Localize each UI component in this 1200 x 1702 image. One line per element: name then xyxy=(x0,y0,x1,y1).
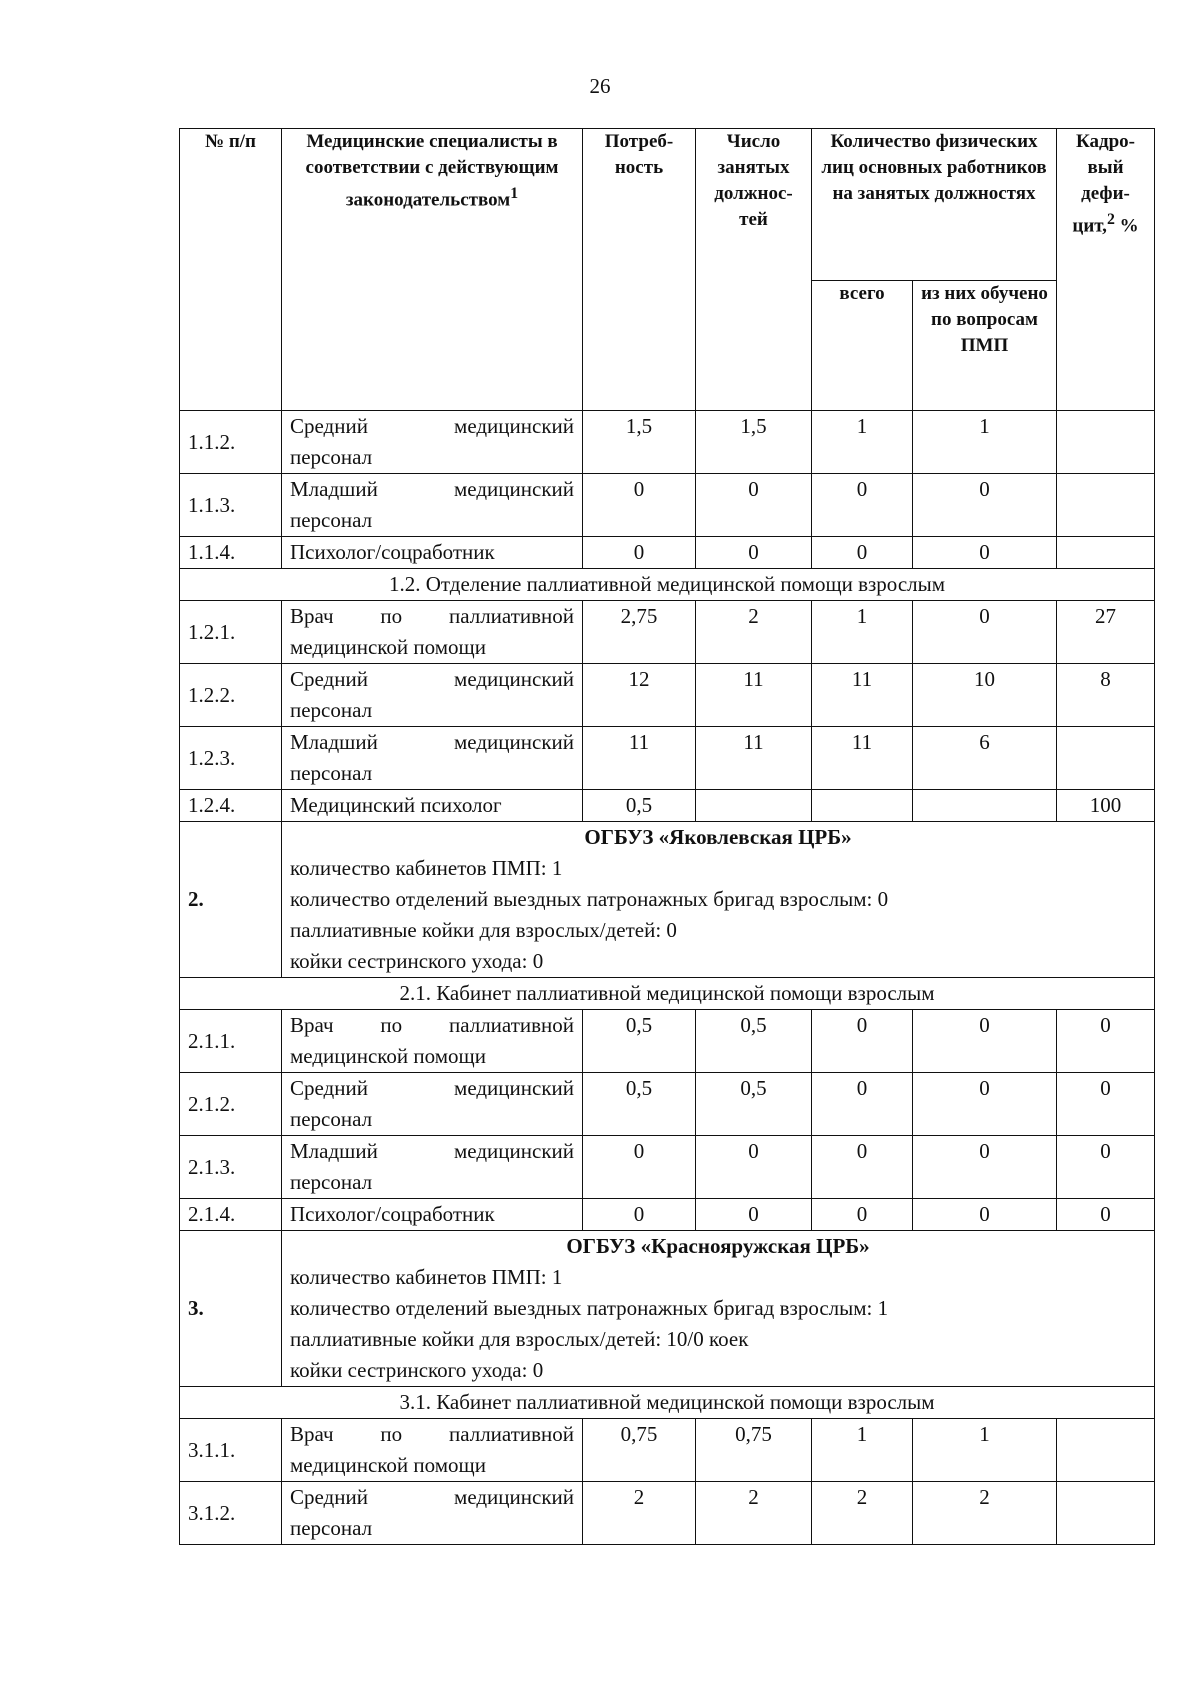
row-total: 1 xyxy=(812,411,913,474)
row-need: 0,75 xyxy=(583,1419,696,1482)
row-total: 0 xyxy=(812,537,913,569)
row-trained: 0 xyxy=(913,474,1057,537)
org-krasnoyaruzhskaya-num: 3. xyxy=(180,1231,282,1387)
row-num: 3.1.2. xyxy=(180,1482,282,1545)
org-krasnoyaruzhskaya-line: количество кабинетов ПМП: 1 xyxy=(290,1265,563,1289)
row-num: 3.1.1. xyxy=(180,1419,282,1482)
row-trained: 2 xyxy=(913,1482,1057,1545)
specialist-line-1: Младший медицинский xyxy=(290,477,574,501)
specialist-line-2: персонал xyxy=(290,445,373,469)
row-need: 2 xyxy=(583,1482,696,1545)
org-yakovlevskaya-title: ОГБУЗ «Яковлевская ЦРБ» xyxy=(584,825,852,849)
header-deficit: Кадро-вый дефи-цит,$^2$ % xyxy=(1057,129,1155,411)
row-deficit: 27 xyxy=(1057,601,1155,664)
table-row xyxy=(180,727,1155,790)
row-num: 1.2.3. xyxy=(180,727,282,790)
row-specialist xyxy=(282,727,583,790)
header-occupied: Число занятых должнос-тей xyxy=(696,129,812,411)
row-num: 1.2.2. xyxy=(180,664,282,727)
row-specialist xyxy=(282,537,583,569)
specialist-line-1: Младший медицинский xyxy=(290,730,574,754)
row-num: 1.1.2. xyxy=(180,411,282,474)
row-trained: 1 xyxy=(913,1419,1057,1482)
row-num: 1.1.4. xyxy=(180,537,282,569)
row-trained: 0 xyxy=(913,1073,1057,1136)
org-krasnoyaruzhskaya-line: койки сестринского ухода: 0 xyxy=(290,1358,544,1382)
specialist-line-1: Врач по паллиативной xyxy=(290,1422,574,1446)
specialist-line-2: медицинской помощи xyxy=(290,1453,486,1477)
row-num: 2.1.2. xyxy=(180,1073,282,1136)
row-num: 2.1.3. xyxy=(180,1136,282,1199)
org-yakovlevskaya-line: койки сестринского ухода: 0 xyxy=(290,949,544,973)
specialist-line-2: медицинской помощи xyxy=(290,635,486,659)
row-trained: 0 xyxy=(913,537,1057,569)
org-yakovlevskaya-line: паллиативные койки для взрослых/детей: 0 xyxy=(290,918,677,942)
row-total: 0 xyxy=(812,1136,913,1199)
header-num: № п/п xyxy=(180,129,282,411)
header-persons: Количество физических лиц основных работников на занятых должностях xyxy=(812,129,1057,281)
row-total xyxy=(812,790,913,822)
row-need: 2,75 xyxy=(583,601,696,664)
org-krasnoyaruzhskaya-info xyxy=(282,1231,1155,1387)
row-specialist xyxy=(282,790,583,822)
row-occupied: 0,5 xyxy=(696,1010,812,1073)
row-specialist xyxy=(282,664,583,727)
row-need: 0 xyxy=(583,1199,696,1231)
row-need: 0,5 xyxy=(583,1010,696,1073)
row-total: 2 xyxy=(812,1482,913,1545)
footnote-2: 2 xyxy=(1106,211,1115,228)
table-row xyxy=(180,1136,1155,1199)
row-specialist xyxy=(282,1073,583,1136)
specialist-line-1: Психолог/соцработник xyxy=(290,540,495,564)
org-yakovlevskaya xyxy=(180,822,1155,978)
row-num: 1.2.1. xyxy=(180,601,282,664)
row-occupied: 1,5 xyxy=(696,411,812,474)
org-yakovlevskaya-num: 2. xyxy=(180,822,282,978)
table-row xyxy=(180,601,1155,664)
row-num: 2.1.1. xyxy=(180,1010,282,1073)
specialist-line-1: Врач по паллиативной xyxy=(290,1013,574,1037)
specialist-line-2: персонал xyxy=(290,1170,373,1194)
row-occupied: 11 xyxy=(696,664,812,727)
row-specialist xyxy=(282,1482,583,1545)
org-yakovlevskaya-line: количество кабинетов ПМП: 1 xyxy=(290,856,563,880)
row-deficit xyxy=(1057,1482,1155,1545)
row-total: 0 xyxy=(812,1010,913,1073)
row-deficit: 0 xyxy=(1057,1136,1155,1199)
table-row xyxy=(180,1010,1155,1073)
header-trained: из них обучено по вопросам ПМП xyxy=(913,281,1057,411)
row-num: 1.1.3. xyxy=(180,474,282,537)
table-row xyxy=(180,1199,1155,1231)
specialist-line-2: персонал xyxy=(290,761,373,785)
specialist-line-1: Врач по паллиативной xyxy=(290,604,574,628)
specialist-line-2: персонал xyxy=(290,1107,373,1131)
row-trained: 6 xyxy=(913,727,1057,790)
row-specialist xyxy=(282,1010,583,1073)
row-total: 11 xyxy=(812,664,913,727)
row-occupied: 2 xyxy=(696,1482,812,1545)
org-yakovlevskaya-info xyxy=(282,822,1155,978)
row-need: 12 xyxy=(583,664,696,727)
row-total: 0 xyxy=(812,1073,913,1136)
row-total: 1 xyxy=(812,601,913,664)
specialist-line-1: Младший медицинский xyxy=(290,1139,574,1163)
row-total: 0 xyxy=(812,474,913,537)
row-deficit: 0 xyxy=(1057,1073,1155,1136)
row-occupied: 0,5 xyxy=(696,1073,812,1136)
row-need: 0 xyxy=(583,474,696,537)
row-deficit xyxy=(1057,727,1155,790)
row-occupied: 0 xyxy=(696,537,812,569)
row-deficit xyxy=(1057,1419,1155,1482)
row-need: 0,5 xyxy=(583,790,696,822)
row-deficit: 8 xyxy=(1057,664,1155,727)
footnote-1: 1 xyxy=(510,185,519,202)
specialist-line-2: персонал xyxy=(290,1516,373,1540)
org-yakovlevskaya-line: количество отделений выездных патронажных бригад взрослым: 0 xyxy=(290,887,889,911)
specialist-line-1: Средний медицинский xyxy=(290,667,574,691)
row-deficit: 0 xyxy=(1057,1199,1155,1231)
section-3-1 xyxy=(180,1387,1155,1419)
row-total: 11 xyxy=(812,727,913,790)
row-trained: 0 xyxy=(913,601,1057,664)
row-need: 1,5 xyxy=(583,411,696,474)
row-total: 1 xyxy=(812,1419,913,1482)
row-trained: 0 xyxy=(913,1136,1057,1199)
row-specialist xyxy=(282,1199,583,1231)
specialist-line-2: персонал xyxy=(290,508,373,532)
table-row xyxy=(180,411,1155,474)
header-specialists: Медицинские специалисты в соответствии с действующим законодательством$^1$ xyxy=(282,129,583,411)
row-deficit: 100 xyxy=(1057,790,1155,822)
row-occupied: 2 xyxy=(696,601,812,664)
specialist-line-1: Средний медицинский xyxy=(290,1485,574,1509)
section-2-1 xyxy=(180,978,1155,1010)
row-deficit xyxy=(1057,537,1155,569)
row-specialist xyxy=(282,474,583,537)
row-need: 11 xyxy=(583,727,696,790)
org-krasnoyaruzhskaya-line: количество отделений выездных патронажных бригад взрослым: 1 xyxy=(290,1296,889,1320)
table-row xyxy=(180,537,1155,569)
header-total: всего xyxy=(812,281,913,411)
row-trained: 10 xyxy=(913,664,1057,727)
row-trained xyxy=(913,790,1057,822)
row-occupied: 11 xyxy=(696,727,812,790)
row-occupied xyxy=(696,790,812,822)
row-specialist xyxy=(282,1136,583,1199)
specialist-line-2: персонал xyxy=(290,698,373,722)
table-row xyxy=(180,664,1155,727)
row-occupied: 0 xyxy=(696,1199,812,1231)
row-trained: 0 xyxy=(913,1199,1057,1231)
org-krasnoyaruzhskaya xyxy=(180,1231,1155,1387)
specialist-line-1: Средний медицинский xyxy=(290,1076,574,1100)
table-row xyxy=(180,1419,1155,1482)
row-deficit xyxy=(1057,474,1155,537)
section-1-2-title: 1.2. Отделение паллиативной медицинской помощи взрослым xyxy=(180,569,1155,601)
header-need: Потреб-ность xyxy=(583,129,696,411)
row-occupied: 0 xyxy=(696,1136,812,1199)
row-trained: 1 xyxy=(913,411,1057,474)
row-trained: 0 xyxy=(913,1010,1057,1073)
row-deficit xyxy=(1057,411,1155,474)
row-occupied: 0,75 xyxy=(696,1419,812,1482)
row-deficit: 0 xyxy=(1057,1010,1155,1073)
specialist-line-1: Средний медицинский xyxy=(290,414,574,438)
specialist-line-1: Психолог/соцработник xyxy=(290,1202,495,1226)
org-krasnoyaruzhskaya-line: паллиативные койки для взрослых/детей: 10/0 коек xyxy=(290,1327,749,1351)
section-1-2 xyxy=(180,569,1155,601)
staffing-table xyxy=(179,128,1155,1545)
row-num: 2.1.4. xyxy=(180,1199,282,1231)
section-3-1-title: 3.1. Кабинет паллиативной медицинской помощи взрослым xyxy=(180,1387,1155,1419)
specialist-line-1: Медицинский психолог xyxy=(290,793,502,817)
specialist-line-2: медицинской помощи xyxy=(290,1044,486,1068)
row-need: 0 xyxy=(583,537,696,569)
page-number: 26 xyxy=(589,74,611,98)
table-row xyxy=(180,1073,1155,1136)
row-need: 0,5 xyxy=(583,1073,696,1136)
row-num: 1.2.4. xyxy=(180,790,282,822)
org-krasnoyaruzhskaya-title: ОГБУЗ «Краснояружская ЦРБ» xyxy=(566,1234,870,1258)
row-specialist xyxy=(282,411,583,474)
row-specialist xyxy=(282,601,583,664)
row-total: 0 xyxy=(812,1199,913,1231)
row-need: 0 xyxy=(583,1136,696,1199)
table-row xyxy=(180,474,1155,537)
section-2-1-title: 2.1. Кабинет паллиативной медицинской помощи взрослым xyxy=(180,978,1155,1010)
row-occupied: 0 xyxy=(696,474,812,537)
table-row xyxy=(180,790,1155,822)
row-specialist xyxy=(282,1419,583,1482)
table-row xyxy=(180,1482,1155,1545)
